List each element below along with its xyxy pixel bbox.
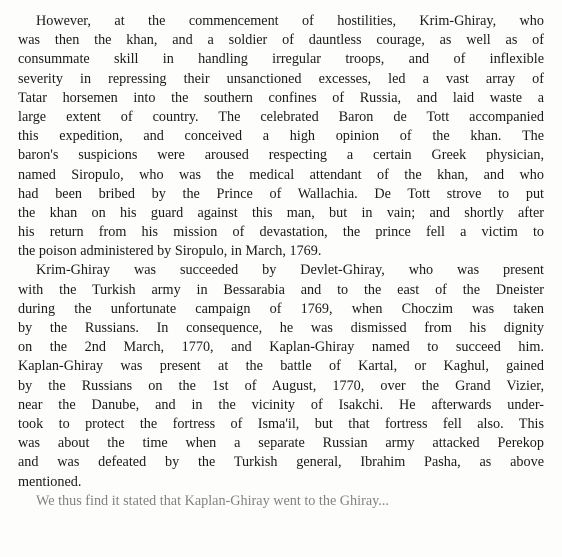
- text-line: had been bribed by the Prince of Wallachia. De Tott strove to put: [18, 185, 544, 202]
- text-line: baron's suspicions were aroused respecting a certain Greek physician,: [18, 147, 544, 164]
- text-line: this expedition, and conceived a high opinion of the khan. The: [18, 128, 544, 145]
- text-line: took to protect the fortress of Isma'il, but that fortress fell also. This: [18, 415, 544, 432]
- text-line: named Siropulo, who was the medical attendant of the khan, and who: [18, 166, 544, 183]
- text-line: by the Russians on the 1st of August, 1770, over the Grand Vizier,: [18, 377, 544, 394]
- text-line: was then the khan, and a soldier of dauntless courage, as well as of: [18, 32, 544, 49]
- text-line: near the Danube, and in the vicinity of Isakchi. He afterwards under-: [18, 396, 544, 413]
- text-line: by the Russians. In consequence, he was dismissed from his dignity: [18, 320, 544, 336]
- text-line: during the unfortunate campaign of 1769, when Choczim was taken: [18, 300, 544, 317]
- text-line-partial: We thus find it stated that Kaplan-Ghiray went to the Ghiray...: [36, 492, 389, 509]
- text-line: Kaplan-Ghiray was present at the battle of Kartal, or Kaghul, gained: [18, 358, 544, 375]
- text-line: However, at the commencement of hostilities, Krim-Ghiray, who: [36, 13, 544, 29]
- text-line: severity in repressing their unsanctioned excesses, led a vast array of: [18, 70, 544, 87]
- text-line: his return from his mission of devastation, the prince fell a victim to: [18, 224, 544, 241]
- text-line: on the 2nd March, 1770, and Kaplan-Ghiray named to succeed him.: [18, 339, 544, 356]
- text-line: was about the time when a separate Russian army attacked Perekop: [18, 435, 544, 452]
- text-line: and was defeated by the Turkish general, Ibrahim Pasha, as above: [18, 454, 544, 471]
- text-line: with the Turkish army in Bessarabia and to the east of the Dneister: [18, 281, 544, 298]
- text-line: Krim-Ghiray was succeeded by Devlet-Ghiray, who was present: [36, 262, 544, 279]
- text-line: mentioned.: [18, 473, 82, 490]
- text-line: the khan on his guard against this man, but in vain; and shortly after: [18, 204, 544, 221]
- text-line: consummate skill in handling irregular troops, and of inflexible: [18, 51, 544, 68]
- document-text: [18, 12, 544, 511]
- text-line: Tatar horsemen into the southern confines of Russia, and laid waste a: [18, 89, 544, 106]
- text-line: large extent of country. The celebrated Baron de Tott accompanied: [18, 108, 544, 125]
- text-line: the poison administered by Siropulo, in March, 1769.: [18, 243, 322, 260]
- page-bottom-edge: [0, 549, 562, 557]
